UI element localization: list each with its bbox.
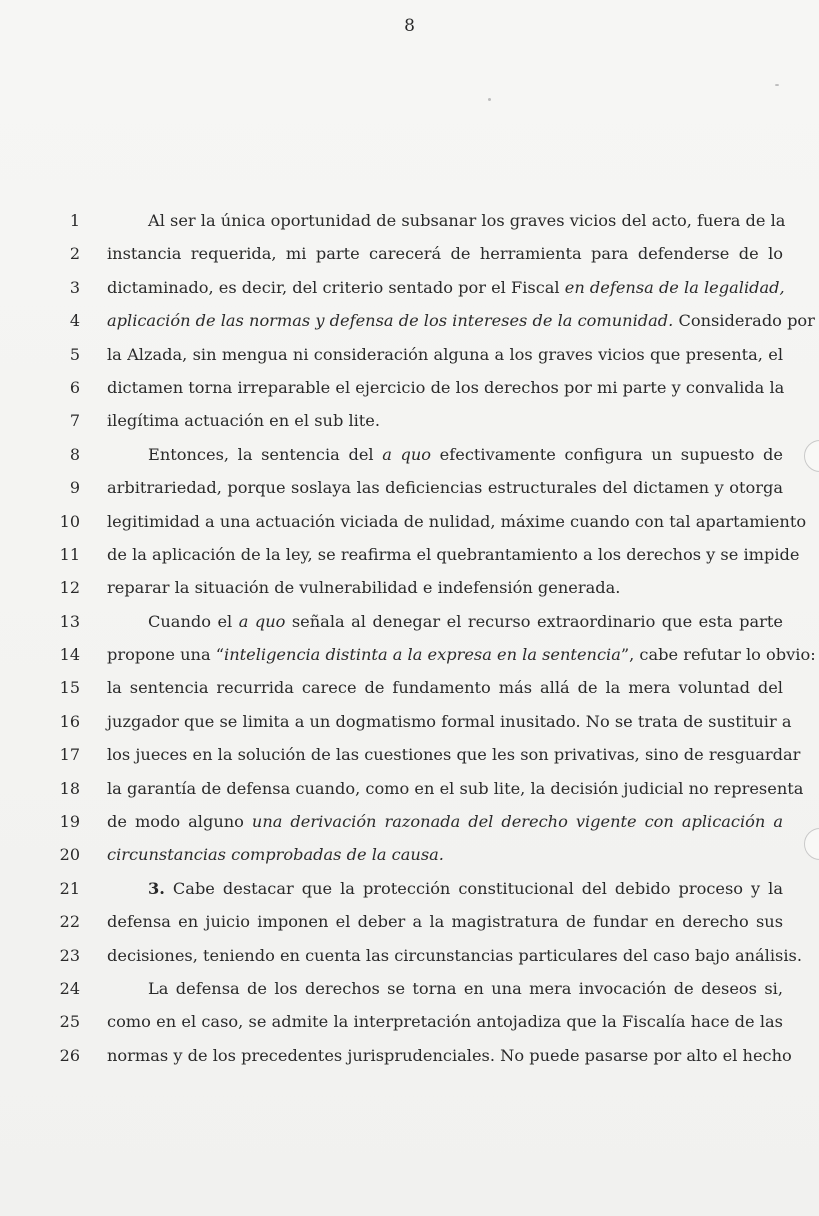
text-line <box>0 939 819 972</box>
text-segment: ”, cabe refutar lo obvio: <box>620 645 816 665</box>
text-segment: Cuando el <box>148 611 239 631</box>
text-line <box>0 438 819 471</box>
line-number: 21 <box>59 878 80 898</box>
line-number: 2 <box>69 244 80 264</box>
line-text <box>148 204 786 237</box>
line-text <box>107 638 816 671</box>
text-segment: juzgador que se limita a un dogmatismo formal inusitado. No se trata de sustituir a <box>107 711 792 731</box>
text-line <box>0 304 819 337</box>
text-segment: La defensa de los derechos se torna en una mera invocación de deseos si, <box>148 978 783 998</box>
text-segment: reparar la situación de vulnerabilidad e indefensión generada. <box>107 578 621 598</box>
line-number: 16 <box>59 711 80 731</box>
line-text <box>107 571 783 604</box>
page-number: 8 <box>404 16 415 36</box>
text-line <box>0 638 819 671</box>
text-line <box>0 204 819 237</box>
line-number: 17 <box>59 745 80 765</box>
line-text <box>107 671 783 704</box>
text-segment: Considerado por <box>673 311 815 331</box>
paper-speck <box>775 84 779 86</box>
line-number: 6 <box>69 377 80 397</box>
text-line <box>0 972 819 1005</box>
line-number: 11 <box>59 544 80 564</box>
text-segment: la sentencia recurrida carece de fundamento más allá de la mera voluntad del <box>107 678 783 698</box>
line-number: 9 <box>69 478 80 498</box>
text-line <box>0 738 819 771</box>
line-text <box>107 939 802 972</box>
text-segment: arbitrariedad, porque soslaya las deficiencias estructurales del dictamen y otorga <box>107 478 783 498</box>
line-number: 25 <box>59 1012 80 1032</box>
text-line <box>0 872 819 905</box>
text-line <box>0 905 819 938</box>
text-line <box>0 338 819 371</box>
text-segment: como en el caso, se admite la interpretación antojadiza que la Fiscalía hace de las <box>107 1012 783 1032</box>
text-line <box>0 505 819 538</box>
paper-speck <box>488 98 491 101</box>
line-number: 14 <box>59 645 80 665</box>
text-segment: propone una “ <box>107 645 225 665</box>
text-line <box>0 538 819 571</box>
text-segment: efectivamente configura un supuesto de <box>431 444 783 464</box>
line-text <box>107 304 815 337</box>
line-text <box>148 872 783 905</box>
text-segment: Al ser la única oportunidad de subsanar los graves vicios del acto, fuera de la <box>148 211 786 230</box>
text-segment: dictaminado, es decir, del criterio sentado por el Fiscal <box>107 277 565 297</box>
line-number: 15 <box>59 678 80 698</box>
line-text <box>107 505 807 538</box>
text-line <box>0 772 819 805</box>
text-segment: ilegítima actuación en el sub lite. <box>107 411 381 431</box>
line-number: 22 <box>59 912 80 932</box>
text-line <box>0 271 819 304</box>
line-number: 1 <box>69 211 80 230</box>
line-text <box>107 338 783 371</box>
line-number: 3 <box>69 277 80 297</box>
bold-segment: 3. <box>148 878 165 898</box>
line-number: 7 <box>69 411 80 431</box>
text-line <box>0 1005 819 1038</box>
text-line <box>0 605 819 638</box>
line-text <box>148 605 783 638</box>
text-line <box>0 671 819 704</box>
line-number: 12 <box>59 578 80 598</box>
text-segment: Cabe destacar que la protección constitucional del debido proceso y la <box>164 878 783 898</box>
line-text <box>107 371 783 404</box>
line-number: 20 <box>59 845 80 865</box>
line-number: 10 <box>59 511 80 531</box>
line-number: 13 <box>59 611 80 631</box>
line-number: 18 <box>59 778 80 798</box>
italic-segment: una derivación razonada del derecho vigente con aplicación a <box>251 812 783 832</box>
text-segment: decisiones, teniendo en cuenta las circunstancias particulares del caso bajo análisis. <box>107 945 802 965</box>
text-segment: los jueces en la solución de las cuestiones que les son privativas, sino de resguardar <box>107 745 801 765</box>
line-number: 26 <box>59 1045 80 1065</box>
line-number: 4 <box>69 311 80 331</box>
line-text <box>107 404 783 437</box>
italic-segment: inteligencia distinta a la expresa en la sentencia <box>224 645 621 665</box>
line-text <box>107 471 783 504</box>
line-text <box>107 705 792 738</box>
text-segment: defensa en juicio imponen el deber a la magistratura de fundar en derecho sus <box>107 912 783 932</box>
line-text <box>107 1039 792 1072</box>
italic-segment: a quo <box>238 611 286 631</box>
italic-segment: a quo <box>382 444 432 464</box>
line-text <box>107 805 783 838</box>
line-text <box>148 438 783 471</box>
line-number: 23 <box>59 945 80 965</box>
text-segment: de la aplicación de la ley, se reafirma el quebrantamiento a los derechos y se impide <box>107 544 800 564</box>
text-line <box>0 1039 819 1072</box>
text-segment: Entonces, la sentencia del <box>148 444 383 464</box>
line-text <box>107 237 783 270</box>
line-number: 19 <box>59 812 80 832</box>
italic-segment: en defensa de la legalidad, <box>564 277 785 297</box>
text-segment: normas y de los precedentes jurisprudenciales. No puede pasarse por alto el hecho <box>107 1045 792 1065</box>
line-text <box>107 772 804 805</box>
line-number: 8 <box>69 444 80 464</box>
line-text <box>107 538 800 571</box>
body-text <box>0 204 819 1072</box>
text-line <box>0 237 819 270</box>
line-text <box>107 738 801 771</box>
line-number: 24 <box>59 978 80 998</box>
italic-segment: circunstancias comprobadas de la causa. <box>107 845 444 865</box>
text-line <box>0 371 819 404</box>
text-segment: legitimidad a una actuación viciada de nulidad, máxime cuando con tal apartamiento <box>107 511 807 531</box>
line-text <box>107 838 783 871</box>
text-segment: señala al denegar el recurso extraordinario que esta parte <box>285 611 783 631</box>
text-segment: de modo alguno <box>107 812 252 832</box>
text-line <box>0 571 819 604</box>
line-text <box>107 905 783 938</box>
line-text <box>148 972 783 1005</box>
text-segment: la Alzada, sin mengua ni consideración alguna a los graves vicios que presenta, el <box>107 344 783 364</box>
line-number: 5 <box>69 344 80 364</box>
text-segment: dictamen torna irreparable el ejercicio de los derechos por mi parte y convalida la <box>107 377 785 397</box>
line-text <box>107 1005 783 1038</box>
text-line <box>0 705 819 738</box>
text-line <box>0 838 819 871</box>
text-segment: la garantía de defensa cuando, como en el sub lite, la decisión judicial no representa <box>107 778 804 798</box>
text-line <box>0 471 819 504</box>
text-segment: instancia requerida, mi parte carecerá de herramienta para defenderse de lo <box>107 244 783 264</box>
italic-segment: aplicación de las normas y defensa de los intereses de la comunidad. <box>107 311 674 331</box>
text-line <box>0 404 819 437</box>
text-line <box>0 805 819 838</box>
line-text <box>107 271 783 304</box>
